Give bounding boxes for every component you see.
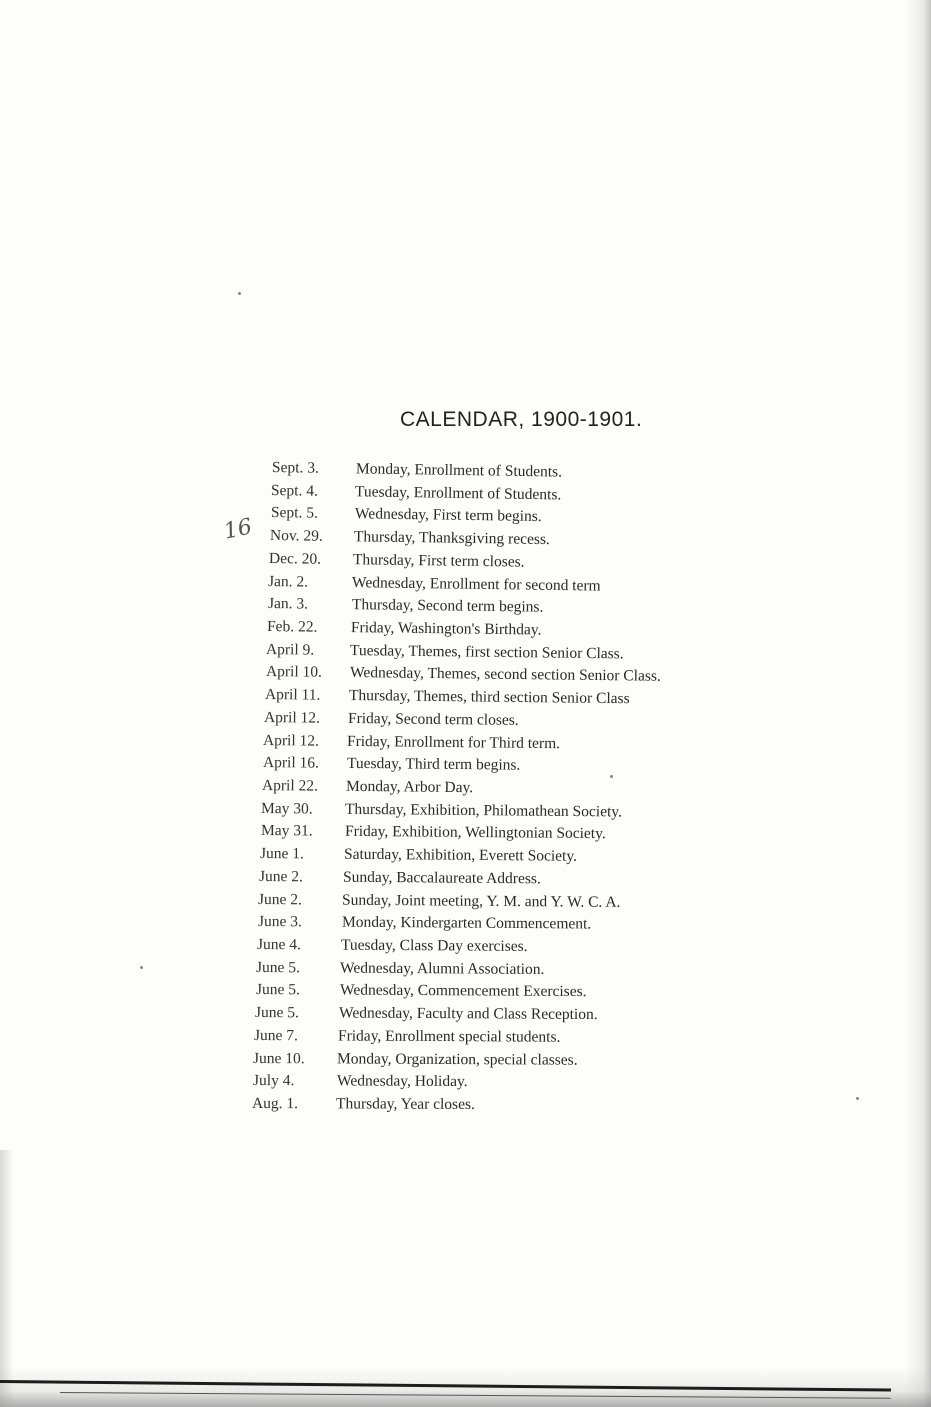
- entry-date: June 5.: [256, 958, 301, 977]
- entry-date: April 12.: [263, 731, 320, 750]
- entry-event: Wednesday, Holiday.: [336, 1072, 468, 1091]
- entry-date: May 30.: [261, 799, 314, 818]
- calendar-entry: [267, 616, 542, 641]
- entry-date: Sept. 5.: [270, 504, 318, 523]
- calendar-entry: [270, 502, 541, 527]
- entry-date: April 16.: [262, 754, 319, 772]
- calendar-entry: [255, 1002, 598, 1025]
- entry-event: Monday, Kindergarten Commencement.: [341, 913, 591, 933]
- page-edge-shadow-right: [905, 0, 931, 1407]
- entry-event: Thursday, Second term begins.: [351, 596, 544, 616]
- entry-event: Sunday, Joint meeting, Y. M. and Y. W. C. A.: [342, 891, 621, 911]
- handwritten-margin-note: 16: [221, 514, 255, 545]
- scan-speck: [140, 966, 143, 969]
- entry-date: June 10.: [253, 1049, 306, 1067]
- entry-date: Jan. 3.: [267, 595, 308, 613]
- calendar-entry: [256, 957, 545, 980]
- entry-date: Jan. 2.: [268, 572, 309, 591]
- entry-event: Friday, Second term closes.: [348, 709, 519, 729]
- page-edge-shadow-left: [0, 1150, 14, 1407]
- entry-date: April 12.: [264, 708, 321, 727]
- entry-event: Wednesday, Alumni Association.: [340, 959, 545, 978]
- calendar-entry: [272, 457, 562, 483]
- entry-event: Wednesday, Themes, second section Senior Class.: [349, 664, 661, 686]
- entry-date: Nov. 29.: [269, 527, 323, 545]
- entry-date: May 31.: [260, 822, 313, 840]
- entry-date: April 10.: [265, 663, 322, 682]
- entry-event: Wednesday, Commencement Exercises.: [339, 981, 587, 1001]
- calendar-entry: [265, 661, 660, 687]
- calendar-entry: [258, 889, 621, 913]
- entry-event: Friday, Enrollment special students.: [338, 1027, 561, 1046]
- entry-date: June 5.: [255, 981, 300, 999]
- entry-event: Monday, Enrollment of Students.: [355, 460, 563, 481]
- entry-event: Monday, Arbor Day.: [345, 777, 474, 797]
- calendar-entry: [264, 707, 519, 731]
- calendar-title: CALENDAR, 1900-1901.: [400, 408, 643, 431]
- entry-event: Friday, Washington's Birthday.: [350, 619, 542, 639]
- calendar-entry: [266, 639, 624, 664]
- entry-event: Thursday, First term closes.: [353, 551, 525, 571]
- entry-date: June 1.: [259, 845, 304, 863]
- entry-event: Sunday, Baccalaureate Address.: [343, 868, 542, 888]
- entry-date: June 2.: [258, 890, 303, 908]
- entry-event: Wednesday, Faculty and Class Reception.: [338, 1004, 598, 1024]
- calendar-entry: [257, 934, 528, 957]
- entry-event: Tuesday, Third term begins.: [346, 755, 521, 774]
- scan-speck: [238, 292, 241, 295]
- entry-event: Saturday, Exhibition, Everett Society.: [343, 845, 577, 865]
- calendar-entry: [253, 1048, 578, 1071]
- entry-date: April 11.: [264, 686, 321, 704]
- calendar-entry: [270, 525, 550, 550]
- calendar-entry: [254, 1025, 561, 1048]
- scan-speck: [610, 775, 613, 778]
- entry-event: Wednesday, First term begins.: [354, 505, 542, 526]
- entry-event: Tuesday, Class Day exercises.: [340, 936, 528, 955]
- calendar-entry: [261, 798, 622, 822]
- entry-date: Feb. 22.: [266, 618, 318, 636]
- scan-speck: [856, 1097, 859, 1100]
- calendar-entry: [263, 752, 521, 776]
- entry-date: April 22.: [261, 777, 319, 795]
- entry-event: Friday, Exhibition, Wellingtonian Society.: [344, 823, 606, 843]
- entry-date: June 7.: [254, 1026, 299, 1045]
- entry-date: Sept. 4.: [271, 481, 319, 500]
- entry-event: Tuesday, Enrollment of Students.: [355, 482, 562, 504]
- calendar-entry: [269, 548, 525, 573]
- calendar-entry: [268, 593, 544, 618]
- calendar-entry: [255, 979, 586, 1002]
- entry-event: Thursday, Themes, third section Senior Class: [348, 687, 630, 708]
- entry-date: Dec. 20.: [269, 549, 322, 568]
- entry-event: Friday, Enrollment for Third term.: [347, 732, 561, 752]
- entry-event: Wednesday, Enrollment for second term: [352, 573, 602, 595]
- entry-date: July 4.: [252, 1072, 295, 1090]
- entry-date: June 4.: [256, 936, 301, 954]
- entry-date: Aug. 1.: [251, 1095, 299, 1113]
- entry-event: Monday, Organization, special classes.: [337, 1049, 579, 1069]
- calendar-entry: [263, 730, 560, 754]
- calendar-entry: [258, 911, 591, 935]
- calendar-entry: [262, 775, 473, 798]
- entry-event: Thursday, Year closes.: [335, 1095, 475, 1113]
- calendar-entry: [253, 1070, 468, 1092]
- entry-date: Sept. 3.: [271, 459, 320, 477]
- calendar-entry: [260, 820, 605, 844]
- calendar-entry: [252, 1093, 475, 1115]
- calendar-entry: [260, 843, 577, 867]
- entry-date: June 3.: [257, 913, 302, 931]
- entry-event: Thursday, Thanksgiving recess.: [353, 528, 550, 549]
- entry-date: June 2.: [259, 867, 304, 886]
- entry-date: April 9.: [266, 640, 315, 659]
- entry-event: Tuesday, Themes, first section Senior Class.: [350, 641, 625, 663]
- calendar-entry: [271, 480, 562, 505]
- calendar-entry: [268, 571, 601, 597]
- calendar-entry: [259, 866, 541, 889]
- entry-date: June 5.: [254, 1004, 299, 1022]
- entry-event: Thursday, Exhibition, Philomathean Society.: [345, 800, 623, 821]
- calendar-entry: [265, 684, 630, 709]
